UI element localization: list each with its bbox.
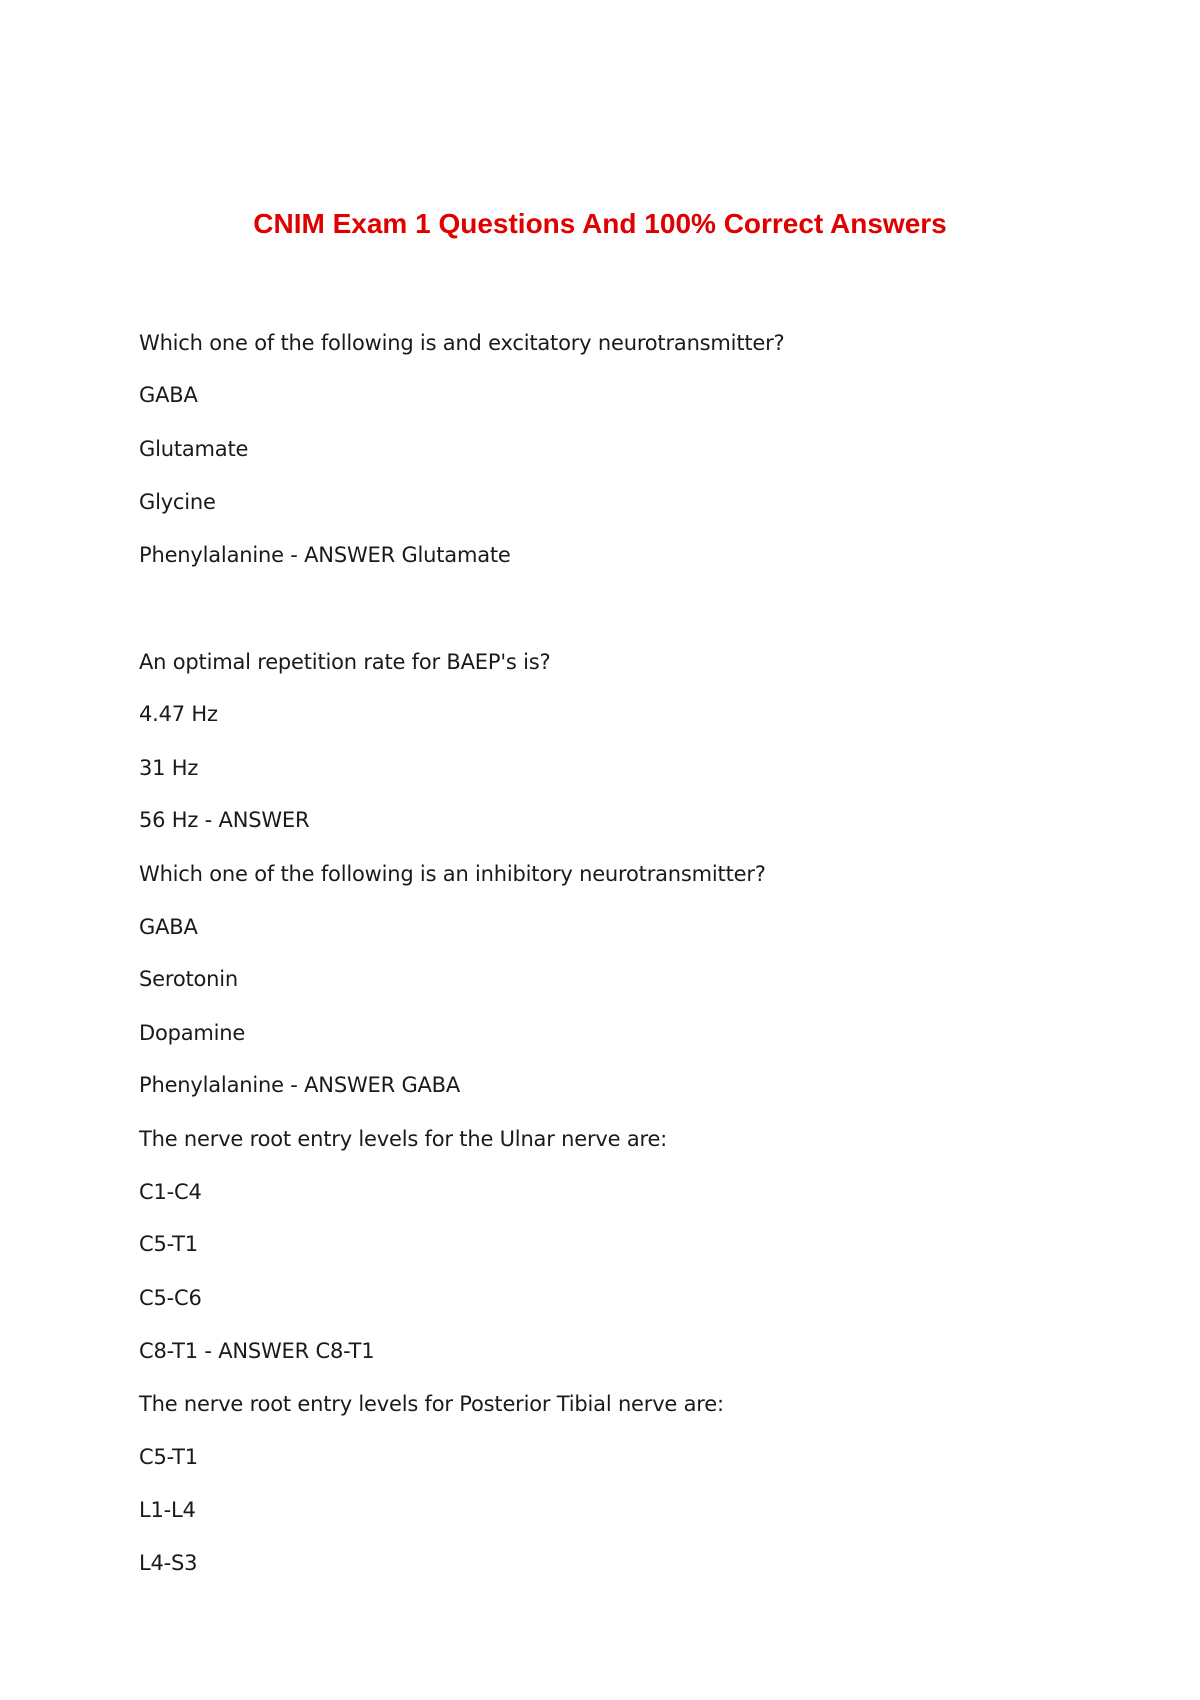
question-2-option-a: 4.47 Hz <box>139 702 218 726</box>
question-4-option-a: C1-C4 <box>139 1180 202 1204</box>
question-5-option-a: C5-T1 <box>139 1445 198 1469</box>
question-1-option-a: GABA <box>139 383 198 407</box>
question-4-option-b: C5-T1 <box>139 1232 198 1256</box>
question-4-text: The nerve root entry levels for the Ulnar nerve are: <box>139 1127 668 1151</box>
question-5-option-c: L4-S3 <box>139 1551 198 1575</box>
question-5-text: The nerve root entry levels for Posterior Tibial nerve are: <box>139 1392 724 1416</box>
question-3-text: Which one of the following is an inhibitory neurotransmitter? <box>139 862 766 886</box>
question-1-option-b: Glutamate <box>139 437 249 461</box>
question-1-text: Which one of the following is and excitatory neurotransmitter? <box>139 331 785 355</box>
question-3-option-c: Dopamine <box>139 1021 246 1045</box>
question-2-option-c-answer: 56 Hz - ANSWER <box>139 808 310 832</box>
document-title: CNIM Exam 1 Questions And 100% Correct Answers <box>253 208 947 239</box>
question-5-option-b: L1-L4 <box>139 1498 196 1522</box>
question-3-option-b: Serotonin <box>139 967 239 991</box>
question-3-option-a: GABA <box>139 915 198 939</box>
question-1-option-c: Glycine <box>139 490 216 514</box>
question-3-option-d-answer: Phenylalanine - ANSWER GABA <box>139 1073 461 1097</box>
question-2-option-b: 31 Hz <box>139 756 199 780</box>
question-1-option-d-answer: Phenylalanine - ANSWER Glutamate <box>139 543 511 567</box>
question-4-option-c: C5-C6 <box>139 1286 202 1310</box>
question-2-text: An optimal repetition rate for BAEP's is? <box>139 650 551 674</box>
question-4-option-d-answer: C8-T1 - ANSWER C8-T1 <box>139 1339 375 1363</box>
